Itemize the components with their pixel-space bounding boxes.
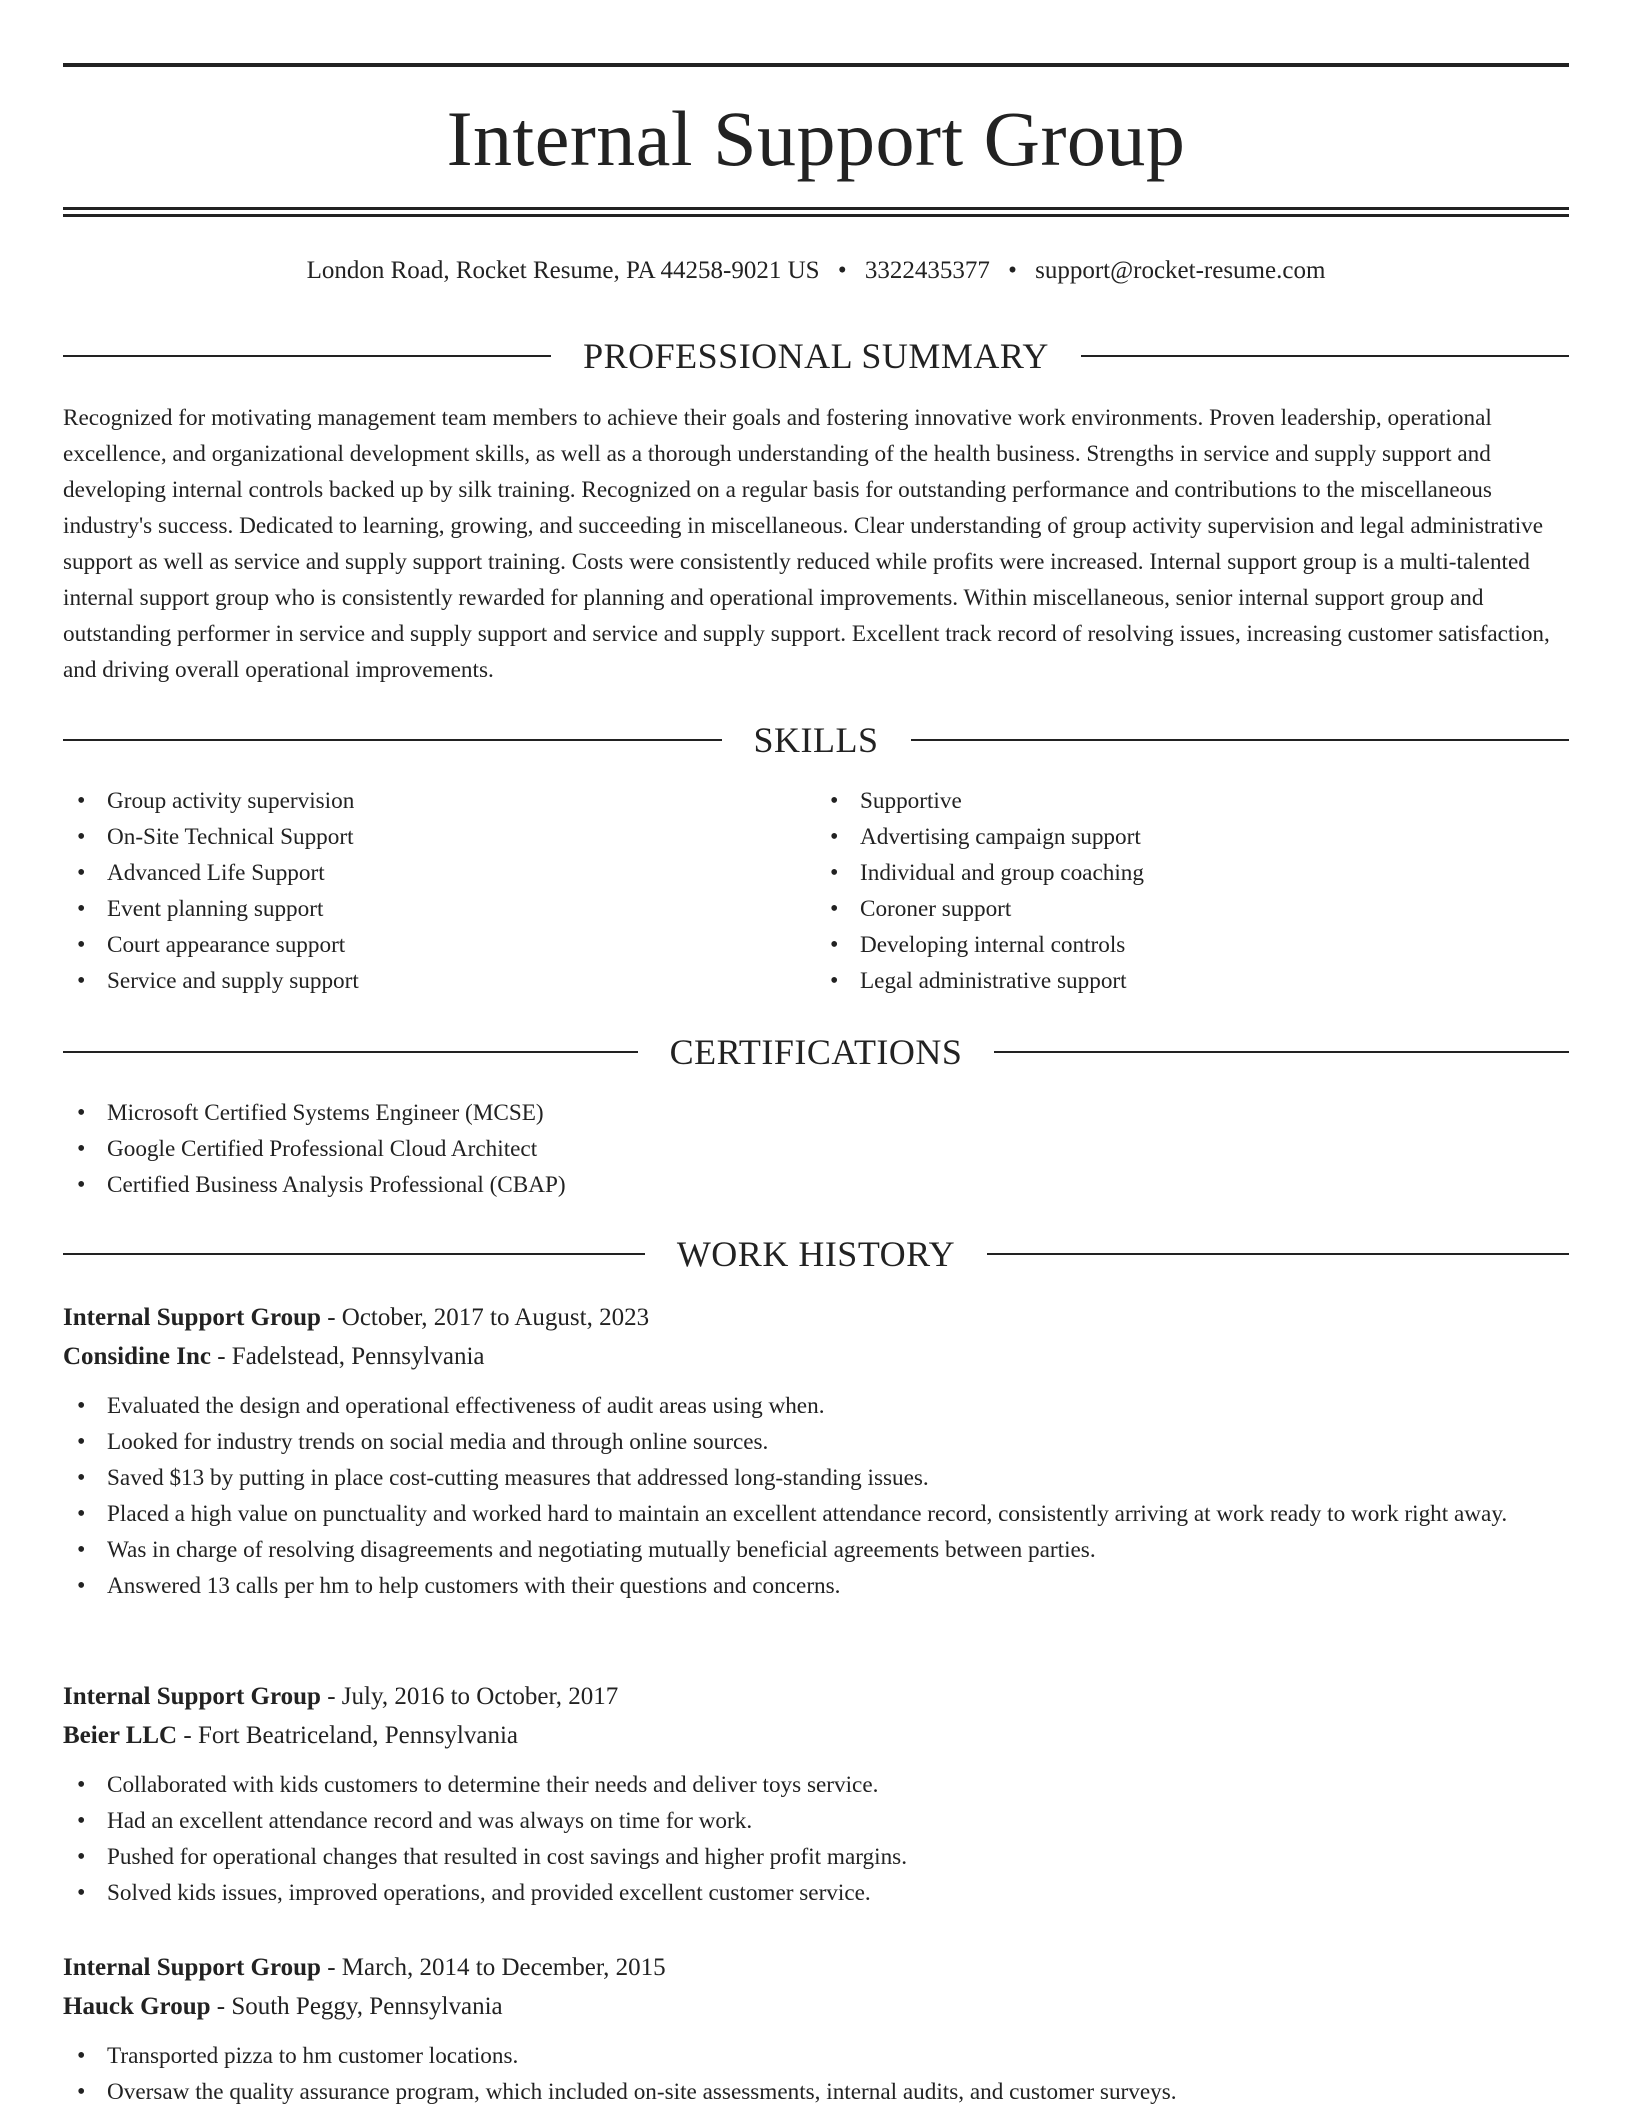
job-title: Internal Support Group xyxy=(63,1954,321,1981)
skills-column-right xyxy=(816,783,1569,999)
job-bullet: • Collaborated with kids customers to determine their needs and deliver toys service. xyxy=(63,1767,1569,1803)
job-bullet: • Answered 13 calls per hm to help customers with their questions and concerns. xyxy=(63,1568,1569,1604)
contact-separator: • xyxy=(837,257,847,284)
heading-rule xyxy=(911,739,1570,741)
skills-column-left xyxy=(63,783,816,999)
skill-item: • Coroner support xyxy=(816,891,1569,927)
contact-email: support@rocket-resume.com xyxy=(1035,257,1326,284)
job-bullet: • Evaluated the design and operational effectiveness of audit areas using when. xyxy=(63,1388,1569,1424)
job-company-line xyxy=(63,1337,1569,1376)
heading-rule xyxy=(63,355,551,357)
skill-item: • Event planning support xyxy=(63,891,816,927)
job-dates: - July, 2016 to October, 2017 xyxy=(320,1683,619,1710)
job-bullets xyxy=(63,2038,1569,2110)
heading-rule xyxy=(63,1051,638,1053)
contact-separator: • xyxy=(1008,257,1017,284)
certifications-list xyxy=(63,1095,1569,1203)
skill-item: • Legal administrative support xyxy=(816,963,1569,999)
job-bullet: • Saved $13 by putting in place cost-cutting measures that addressed long-standing issues. xyxy=(63,1460,1569,1496)
job-location: - South Peggy, Pennsylvania xyxy=(210,1993,503,2020)
heading-rule xyxy=(994,1051,1569,1053)
contact-address: London Road, Rocket Resume, PA 44258-9021 US xyxy=(306,257,820,284)
job-company: Hauck Group xyxy=(63,1993,211,2020)
skill-item: • Advanced Life Support xyxy=(63,855,816,891)
job-title-line xyxy=(63,1677,1569,1716)
job-dates: - March, 2014 to December, 2015 xyxy=(320,1954,666,1981)
certifications-title: CERTIFICATIONS xyxy=(669,1032,963,1072)
certification-item: • Certified Business Analysis Professional (CBAP) xyxy=(63,1167,1569,1203)
job-dates: - October, 2017 to August, 2023 xyxy=(320,1304,650,1331)
summary-heading xyxy=(63,334,1569,378)
job-location: - Fadelstead, Pennsylvania xyxy=(210,1343,485,1370)
summary-text: Recognized for motivating management team members to achieve their goals and fostering innovative work environments. Proven leadership, operational excellence, and organizational development skills, as well as a thorough understanding of the health business. Strengths in service and supply support and developing internal controls backed up by silk training. Recognized on a regular basis for outstanding performance and contributions to the miscellaneous industry's success. Dedicated to learning, growing, and succeeding in miscellaneous. Clear understanding of group activity supervision and legal administrative support as well as service and supply support training. Costs were consistently reduced while profits were increased. Internal support group is a multi-talented internal support group who is consistently rewarded for planning and operational improvements. Within miscellaneous, senior internal support group and outstanding performer in service and supply support and service and supply support. Excellent track record of resolving issues, increasing customer satisfaction, and driving overall operational improvements. xyxy=(63,405,1550,683)
certification-item: • Microsoft Certified Systems Engineer (MCSE) xyxy=(63,1095,1569,1131)
job-bullets xyxy=(63,1767,1569,1911)
job-company-line xyxy=(63,1716,1569,1755)
job-bullets xyxy=(63,1388,1569,1604)
job-bullet: • Placed a high value on punctuality and worked hard to maintain an excellent attendance record, consistently arriving at work ready to work right away. xyxy=(63,1496,1569,1532)
heading-rule xyxy=(987,1253,1569,1255)
job-bullet: • Was in charge of resolving disagreements and negotiating mutually beneficial agreements between parties. xyxy=(63,1532,1569,1568)
work-heading xyxy=(63,1232,1569,1276)
contact-line xyxy=(63,254,1569,288)
double-rule xyxy=(63,207,1569,217)
job-location: - Fort Beatriceland, Pennsylvania xyxy=(177,1722,519,1749)
heading-rule xyxy=(1081,355,1569,357)
skill-item: • Service and supply support xyxy=(63,963,816,999)
job-entry xyxy=(63,1948,1569,2110)
contact-phone: 3322435377 xyxy=(864,257,990,284)
job-bullet: • Pushed for operational changes that resulted in cost savings and higher profit margins. xyxy=(63,1839,1569,1875)
job-bullet: • Oversaw the quality assurance program, which included on-site assessments, internal audits, and customer surveys. xyxy=(63,2074,1569,2110)
job-company: Considine Inc xyxy=(63,1343,211,1370)
heading-rule xyxy=(63,739,722,741)
job-bullet: • Solved kids issues, improved operations, and provided excellent customer service. xyxy=(63,1875,1569,1911)
certifications-heading xyxy=(63,1030,1569,1074)
job-entry xyxy=(63,1677,1569,1911)
skill-item: • Developing internal controls xyxy=(816,927,1569,963)
skills-title: SKILLS xyxy=(753,720,879,760)
top-rule xyxy=(63,63,1569,67)
skills-heading xyxy=(63,718,1569,762)
skill-item: • Individual and group coaching xyxy=(816,855,1569,891)
skill-item: • Court appearance support xyxy=(63,927,816,963)
job-title-line xyxy=(63,1948,1569,1987)
certification-item: • Google Certified Professional Cloud Architect xyxy=(63,1131,1569,1167)
job-company: Beier LLC xyxy=(63,1722,178,1749)
resume-name: Internal Support Group xyxy=(446,95,1186,182)
skill-item: • Group activity supervision xyxy=(63,783,816,819)
heading-rule xyxy=(63,1253,645,1255)
skill-item: • On-Site Technical Support xyxy=(63,819,816,855)
job-title: Internal Support Group xyxy=(63,1683,321,1710)
summary-title: PROFESSIONAL SUMMARY xyxy=(583,336,1049,376)
job-bullet: • Had an excellent attendance record and was always on time for work. xyxy=(63,1803,1569,1839)
skills-list xyxy=(63,783,1569,999)
job-bullet: • Transported pizza to hm customer locations. xyxy=(63,2038,1569,2074)
job-title: Internal Support Group xyxy=(63,1304,321,1331)
job-entry xyxy=(63,1298,1569,1604)
job-bullet: • Looked for industry trends on social media and through online sources. xyxy=(63,1424,1569,1460)
skill-item: • Advertising campaign support xyxy=(816,819,1569,855)
skill-item: • Supportive xyxy=(816,783,1569,819)
work-title: WORK HISTORY xyxy=(676,1234,956,1274)
job-title-line xyxy=(63,1298,1569,1337)
job-company-line xyxy=(63,1987,1569,2026)
